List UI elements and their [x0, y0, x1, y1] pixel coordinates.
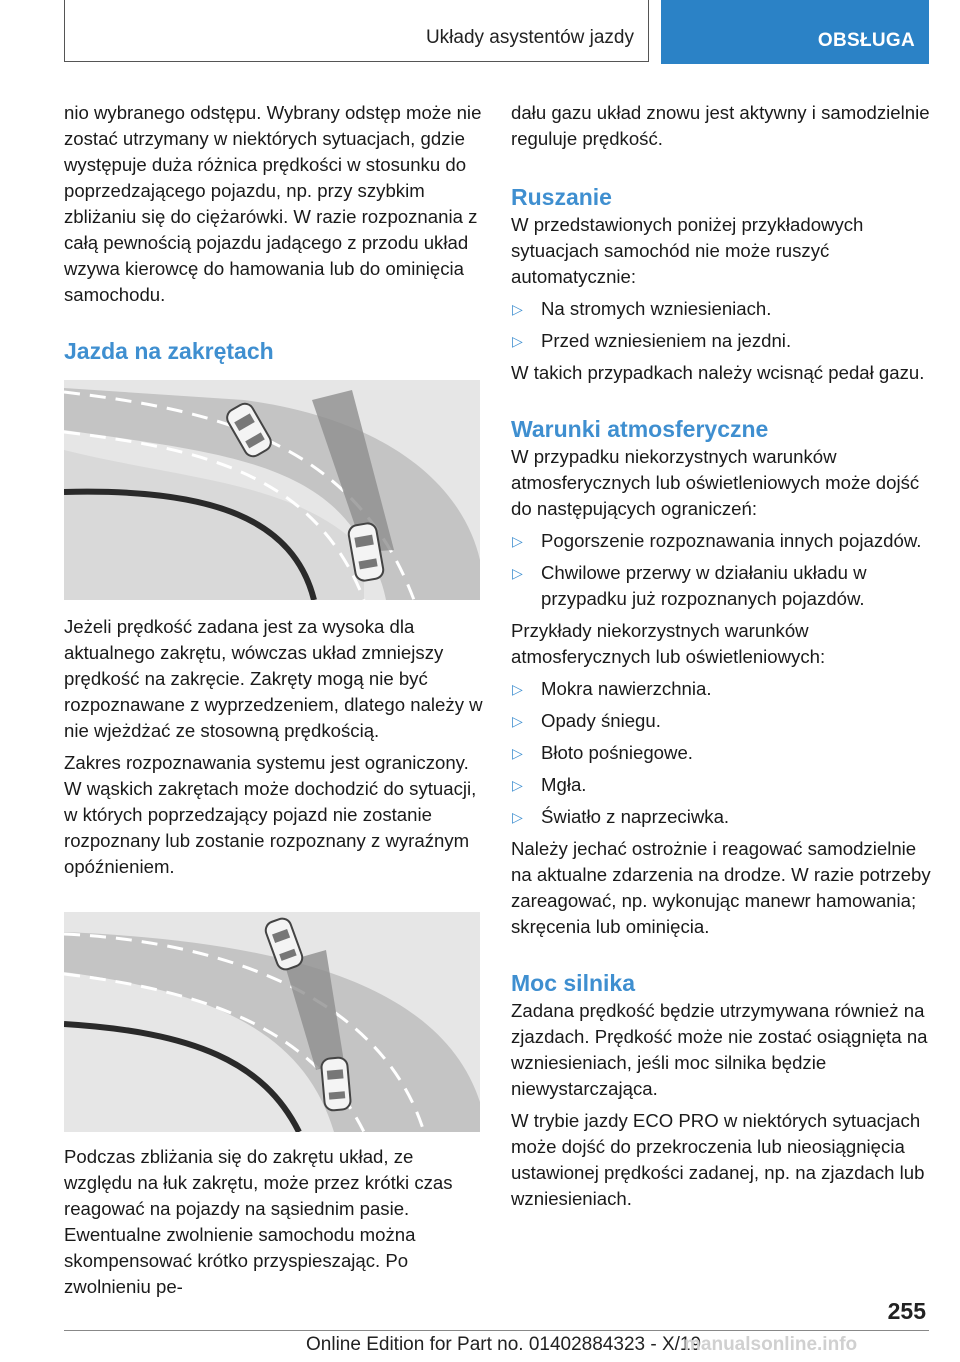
bullet-list: [511, 296, 936, 354]
paragraph: W trybie jazdy ECO PRO w niektórych sytuacjach może dojść do przekroczenia lub nieosiągnięcia ustawionej prędkości zadanej, np. na zjazdach lub wzniesieniach.: [511, 1110, 925, 1209]
curve-illustration-2: [64, 912, 480, 1132]
paragraph: Zadana prędkość będzie utrzymywana również na zjazdach. Prędkość może nie zostać osiągnięta na wzniesieniach, jeśli moc silnika będzie niewystarczająca.: [511, 1000, 928, 1099]
bullet-triangle-icon: ▷: [512, 301, 523, 317]
list-item: ▷ Na stromych wzniesieniach.: [511, 296, 936, 322]
edition-text: Online Edition for Part no. 01402884323 - X/19: [306, 1334, 702, 1355]
page-number: 255: [887, 1298, 926, 1324]
list-item: ▷ Chwilowe przerwy w działaniu układu w przypadku już rozpoznanych pojazdów.: [512, 562, 867, 609]
right-column: [511, 100, 936, 1218]
curve-illustration-1: [64, 380, 480, 600]
bullet-list: [511, 528, 936, 612]
paragraph: W przedstawionych poniżej przykładowych sytuacjach samochód nie może ruszyć automatycznie:: [511, 214, 864, 287]
paragraph: nio wybranego odstępu. Wybrany odstęp może nie zostać utrzymany w niektórych sytuacjach, gdzie występuje duża różnica prędkości w stosunku do poprzedzającego pojazdu, np. przy szybkim zbliżaniu się do ciężarówki. W razie rozpoznania z całą pewnością pojazdu jadącego z przodu układ wzywa kierowcę do hamowania lub do ominięcia samochodu.: [64, 102, 482, 305]
paragraph: Jeżeli prędkość zadana jest za wysoka dla aktualnego zakrętu, wówczas układ zmniejszy prędkość na zakręcie. Zakręty mogą nie być rozpoznawane z wyprzedzeniem, dlatego należy w nie wjeżdżać ze stosowną prędkością.: [64, 616, 483, 741]
watermark: manualsonline.info: [684, 1334, 858, 1355]
list-item: ▷ Błoto pośniegowe.: [511, 740, 936, 766]
chapter-tab: [661, 0, 929, 64]
list-item: ▷ Przed wzniesieniem na jezdni.: [511, 328, 936, 354]
bullet-triangle-icon: ▷: [512, 809, 523, 825]
paragraph: Zakres rozpoznawania systemu jest ograniczony. W wąskich zakrętach może dochodzić do sytuacji, w których poprzedzający pojazd nie zostanie rozpoznany lub zostanie rozpoznany z wyraźnym opóźnieniem.: [64, 752, 477, 877]
bullet-triangle-icon: ▷: [512, 777, 523, 793]
bullet-triangle-icon: ▷: [512, 681, 523, 697]
list-item: ▷ Światło z naprzeciwka.: [511, 804, 936, 830]
bullet-list: [511, 676, 936, 830]
bullet-triangle-icon: ▷: [512, 565, 523, 581]
paragraph: Należy jechać ostrożnie i reagować samodzielnie na aktualne zdarzenia na drodze. W razie potrzeby zareagować, np. wykonując manewr hamowania; skręcenia lub ominięcia.: [511, 838, 931, 937]
heading-engine: Moc silnika: [511, 970, 635, 996]
heading-start: Ruszanie: [511, 184, 612, 210]
section-tab: [64, 0, 649, 62]
bullet-triangle-icon: ▷: [512, 333, 523, 349]
bullet-triangle-icon: ▷: [512, 745, 523, 761]
paragraph: W przypadku niekorzystnych warunków atmosferycznych lub oświetleniowych może dojść do następujących ograniczeń:: [511, 446, 920, 519]
paragraph: W takich przypadkach należy wcisnąć pedał gazu.: [511, 362, 925, 383]
chapter-title: OBSŁUGA: [817, 30, 915, 51]
paragraph: Przykłady niekorzystnych warunków atmosferycznych lub oświetleniowych:: [511, 620, 826, 667]
section-title: Układy asystentów jazdy: [425, 27, 634, 48]
paragraph: Podczas zbliżania się do zakrętu układ, ze względu na łuk zakrętu, może przez krótki czas reagować na pojazdy na sąsiednim pasie. Ewentualne zwolnienie samochodu można skompensować krótko przyspieszając. Po zwolnieniu pe-: [64, 1146, 453, 1297]
page-header: [64, 0, 929, 64]
heading-curves: Jazda na zakrętach: [64, 338, 274, 364]
paragraph: dału gazu układ znowu jest aktywny i samodzielnie reguluje prędkość.: [511, 102, 930, 149]
list-item: ▷ Mgła.: [511, 772, 936, 798]
bullet-triangle-icon: ▷: [512, 713, 523, 729]
list-item: ▷ Pogorszenie rozpoznawania innych pojazdów.: [511, 528, 936, 554]
heading-weather: Warunki atmosferyczne: [511, 416, 769, 442]
footer-divider: [64, 1330, 929, 1331]
bullet-triangle-icon: ▷: [512, 533, 523, 549]
list-item: ▷ Opady śniegu.: [511, 708, 936, 734]
list-item: ▷ Mokra nawierzchnia.: [511, 676, 936, 702]
left-column: [64, 100, 484, 1306]
